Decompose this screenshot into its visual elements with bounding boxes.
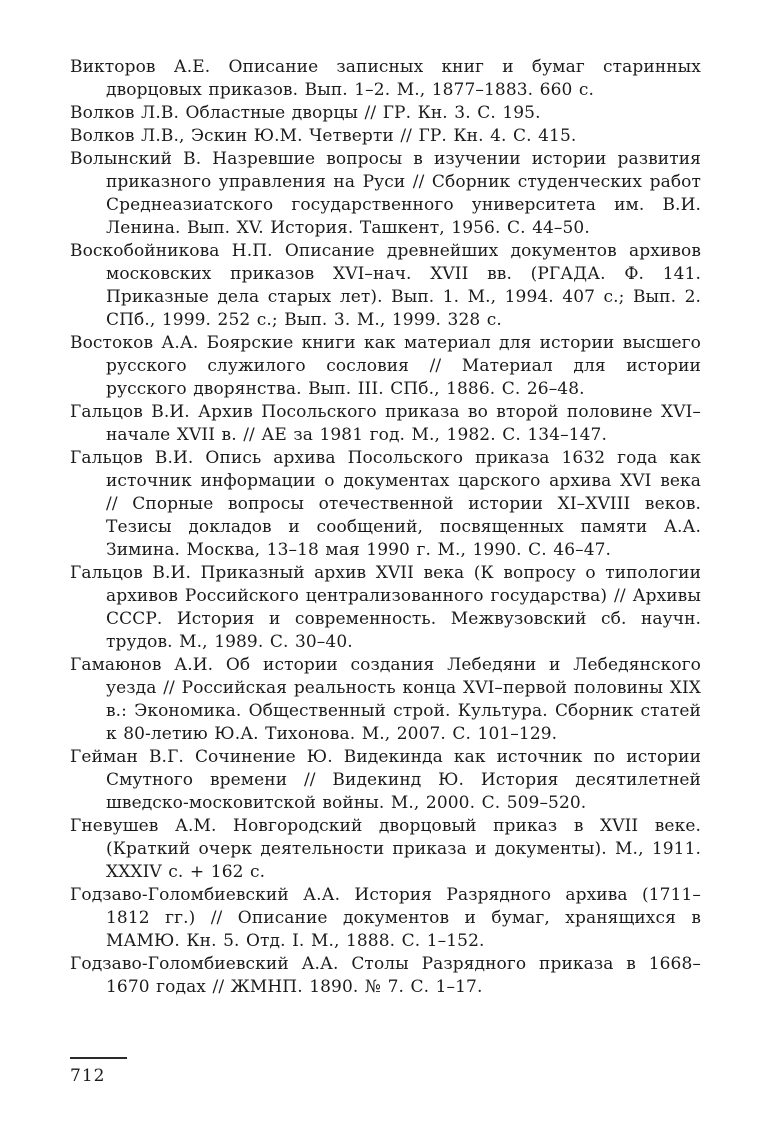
bibliography-entry: Волков Л.В. Областные дворцы // ГР. Кн. 3. С. 195. [70,103,541,123]
bibliography-list [70,56,701,999]
bibliography-entry: Востоков А.А. Боярские книги как материал для истории высшего русского служилого сословия // Материал для истории русского дворянства. Вып. III. СПб., 1886. С. 26–48. [70,333,701,399]
footer-rule [70,1057,127,1059]
page-number: 712 [70,1066,106,1086]
bibliography-entry: Волков Л.В., Эскин Ю.М. Четверти // ГР. Кн. 4. С. 415. [70,126,577,146]
bibliography-entry: Гальцов В.И. Опись архива Посольского приказа 1632 года как источник информации о документах царского архива XVI века // Спорные вопросы отечественной истории XI–XVIII веков. Тезисы докладов и сообщений, посвященных памяти А.А. Зимина. Москва, 13–18 мая 1990 г. М., 1990. С. 46–47. [70,448,701,560]
bibliography-entry: Годзаво-Голомбиевский А.А. Столы Разрядного приказа в 1668–1670 годах // ЖМНП. 1890. № 7. С. 1–17. [70,954,701,997]
bibliography-entry: Годзаво-Голомбиевский А.А. История Разрядного архива (1711–1812 гг.) // Описание документов и бумаг, хранящихся в МАМЮ. Кн. 5. Отд. I. М., 1888. С. 1–152. [70,885,701,951]
bibliography-entry: Гальцов В.И. Приказный архив XVII века (К вопросу о типологии архивов Российского централизованного государства) // Архивы СССР. История и современность. Межвузовский сб. научн. трудов. М., 1989. С. 30–40. [70,563,701,652]
bibliography-entry: Воскобойникова Н.П. Описание древнейших документов архивов московских приказов XVI–нач. XVII вв. (РГАДА. Ф. 141. Приказные дела старых лет). Вып. 1. М., 1994. 407 с.; Вып. 2. СПб., 1999. 252 с.; Вып. 3. М., 1999. 328 с. [70,241,701,330]
bibliography-entry: Викторов А.Е. Описание записных книг и бумаг старинных дворцовых приказов. Вып. 1–2. М., 1877–1883. 660 с. [70,57,701,100]
bibliography-entry: Волынский В. Назревшие вопросы в изучении истории развития приказного управления на Руси // Сборник студенческих работ Среднеазиатского государственного университета им. В.И. Ленина. Вып. XV. История. Ташкент, 1956. С. 44–50. [70,149,701,238]
page-footer [70,1057,701,1086]
bibliography-entry: Гамаюнов А.И. Об истории создания Лебедяни и Лебедянского уезда // Российская реальность конца XVI–первой половины XIX в.: Экономика. Общественный строй. Культура. Сборник статей к 80-летию Ю.А. Тихонова. М., 2007. С. 101–129. [70,655,701,744]
bibliography-entry: Гневушев А.М. Новгородский дворцовый приказ в XVII веке. (Краткий очерк деятельности приказа и документы). М., 1911. XXXIV с. + 162 с. [70,816,701,882]
bibliography-entry: Гальцов В.И. Архив Посольского приказа во второй половине XVI–начале XVII в. // АЕ за 1981 год. М., 1982. С. 134–147. [70,402,701,445]
bibliography-entry: Гейман В.Г. Сочинение Ю. Видекинда как источник по истории Смутного времени // Видекинд Ю. История десятилетней шведско-московитской войны. М., 2000. С. 509–520. [70,747,701,813]
